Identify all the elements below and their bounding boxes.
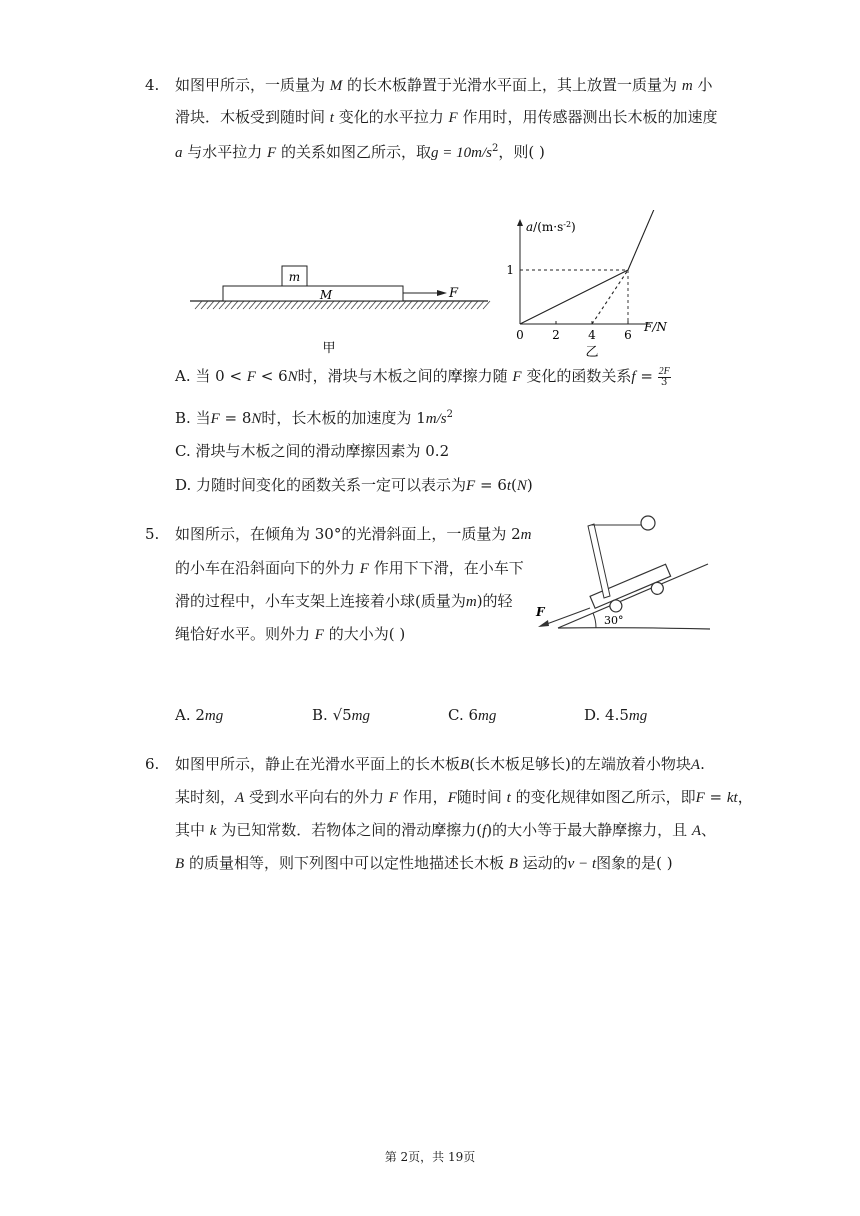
q4-stem-line2: 滑块．木板受到随时间 t 变化的水平拉力 F 作用时，用传感器测出长木板的加速度: [175, 108, 718, 126]
cart-support-post: [588, 524, 610, 598]
hatch-mark: [465, 301, 472, 309]
q4-stem-line1: 如图甲所示，一质量为 M 的长木板静置于光滑水平面上，其上放置一质量为 m 小: [175, 76, 713, 94]
q4-number: 4.: [145, 76, 160, 94]
hatch-mark: [273, 301, 280, 309]
x-tick-label: 4: [588, 328, 596, 342]
q5-stem-line1: 如图所示，在倾角为 30°的光滑斜面上，一质量为 2m: [175, 525, 532, 543]
hatch-mark: [267, 301, 274, 309]
force-label: F: [536, 605, 545, 619]
chart-axes: [517, 219, 650, 324]
hatch-mark: [333, 301, 340, 309]
board-M: [223, 286, 403, 301]
hatch-mark: [381, 301, 388, 309]
hatch-mark: [243, 301, 250, 309]
hatch-mark: [387, 301, 394, 309]
hatch-mark: [423, 301, 430, 309]
q4-option-b: B. 当F = 8N时，长木板的加速度为 $1m/s^2$: [175, 409, 453, 427]
q5-stem-line3: 滑的过程中，小车支架上连接着小球(质量为m)的轻: [175, 592, 513, 610]
series-line-0: [520, 270, 628, 324]
hatch-mark: [309, 301, 316, 309]
angle-label: 30°: [604, 614, 624, 627]
hatch-mark: [219, 301, 226, 309]
hatch-mark: [471, 301, 478, 309]
hatch-mark: [399, 301, 406, 309]
hatch-mark: [297, 301, 304, 309]
hatch-mark: [225, 301, 232, 309]
force-label: F: [449, 286, 459, 301]
hatch-mark: [195, 301, 202, 309]
force-arrow-head: [437, 290, 447, 296]
x-tick-label: 6: [624, 328, 632, 342]
q4-option-c: C. 滑块与木板之间的滑动摩擦因素为 0.2: [175, 442, 450, 460]
block-label: m: [288, 270, 301, 284]
hatch-mark: [357, 301, 364, 309]
chart-ylabel: $a/(m\cdot s^{-2})$: [526, 220, 576, 234]
hatch-mark: [315, 301, 322, 309]
force-arrow-line: [544, 608, 590, 625]
caption-yi: 乙: [585, 345, 599, 360]
q6-stem-line2: 某时刻，A 受到水平向右的外力 F 作用，F随时间 t 的变化规律如图乙所示，即F = kt，: [175, 788, 753, 806]
hatch-mark: [285, 301, 292, 309]
hatch-mark: [447, 301, 454, 309]
hatch-mark: [303, 301, 310, 309]
hatch-mark: [213, 301, 220, 309]
fraction-2f-3: $\frac{2F}{3}$: [658, 365, 670, 388]
board-label: M: [319, 288, 333, 302]
ground-line: [558, 628, 710, 629]
hatch-mark: [363, 301, 370, 309]
hatch-mark: [393, 301, 400, 309]
hatch-mark: [249, 301, 256, 309]
hatch-mark: [429, 301, 436, 309]
chart-xlabel: F/N: [644, 320, 667, 334]
hatch-mark: [435, 301, 442, 309]
q5-stem-line2: 的小车在沿斜面向下的外力 F 作用下下滑，在小车下: [175, 559, 524, 577]
hatch-mark: [237, 301, 244, 309]
x-tick-label: 2: [552, 328, 560, 342]
hatch-mark: [261, 301, 268, 309]
incline-surface: [558, 564, 708, 628]
q5-number: 5.: [145, 525, 160, 543]
hatch-mark: [291, 301, 298, 309]
q6-stem-line1: 如图甲所示，静止在光滑水平面上的长木板B(长木板足够长)的左端放着小物块A.: [175, 755, 705, 773]
q5-option-b: B. √5mg: [312, 706, 371, 724]
hatch-mark: [453, 301, 460, 309]
hatch-mark: [231, 301, 238, 309]
hatch-mark: [207, 301, 214, 309]
hatch-mark: [375, 301, 382, 309]
caption-jia: 甲: [322, 341, 336, 356]
hatch-mark: [477, 301, 484, 309]
q5-option-a: A. 2mg: [175, 706, 224, 724]
hatch-mark: [327, 301, 334, 309]
chart-ticks: [506, 263, 631, 342]
force-arrow-head: [538, 620, 549, 627]
series-line-1: [628, 210, 660, 270]
hatch-mark: [417, 301, 424, 309]
ground-hatch: [195, 301, 490, 309]
hatch-mark: [321, 301, 328, 309]
hatch-mark: [411, 301, 418, 309]
hatch-mark: [255, 301, 262, 309]
angle-arc: [593, 613, 596, 628]
y-axis-arrow: [517, 219, 523, 226]
hatch-mark: [201, 301, 208, 309]
q4-option-d: D. 力随时间变化的函数关系一定可以表示为F = 6t(N): [175, 476, 533, 494]
hatch-mark: [441, 301, 448, 309]
hatch-mark: [369, 301, 376, 309]
q4-option-a: A. 当 0 < F < 6N时，滑块与木板之间的摩擦力随 F 变化的函数关系f = $\frac{2F}{3}$: [175, 365, 670, 388]
y-tick-label: 1: [506, 263, 514, 277]
q5-stem-line4: 绳恰好水平。则外力 F 的大小为( ): [175, 625, 406, 643]
hatch-mark: [405, 301, 412, 309]
figure-yi-chart: [500, 210, 700, 365]
page-footer: 第 2页，共 19页: [384, 1150, 476, 1164]
small-ball: [641, 516, 655, 530]
figure-incline: [530, 508, 720, 638]
hatch-mark: [351, 301, 358, 309]
hatch-mark: [339, 301, 346, 309]
q5-option-c: C. 6mg: [448, 706, 497, 724]
q6-number: 6.: [145, 755, 160, 773]
q6-stem-line4: B 的质量相等，则下列图中可以定性地描述长木板 B 运动的v − t图象的是( ): [175, 854, 673, 872]
q4-stem-line3: a 与水平拉力 F 的关系如图乙所示，取$g = 10m/s^2$，则( ): [175, 143, 545, 161]
x-tick-label: 0: [516, 328, 524, 342]
hatch-mark: [279, 301, 286, 309]
q5-option-d: D. 4.5mg: [584, 706, 648, 724]
hatch-mark: [459, 301, 466, 309]
series-line-2: [592, 270, 628, 324]
figure-jia: [185, 255, 495, 365]
hatch-mark: [483, 301, 490, 309]
hatch-mark: [345, 301, 352, 309]
q6-stem-line3: 其中 k 为已知常数．若物体之间的滑动摩擦力(f)的大小等于最大静摩擦力，且 A、: [175, 821, 717, 839]
